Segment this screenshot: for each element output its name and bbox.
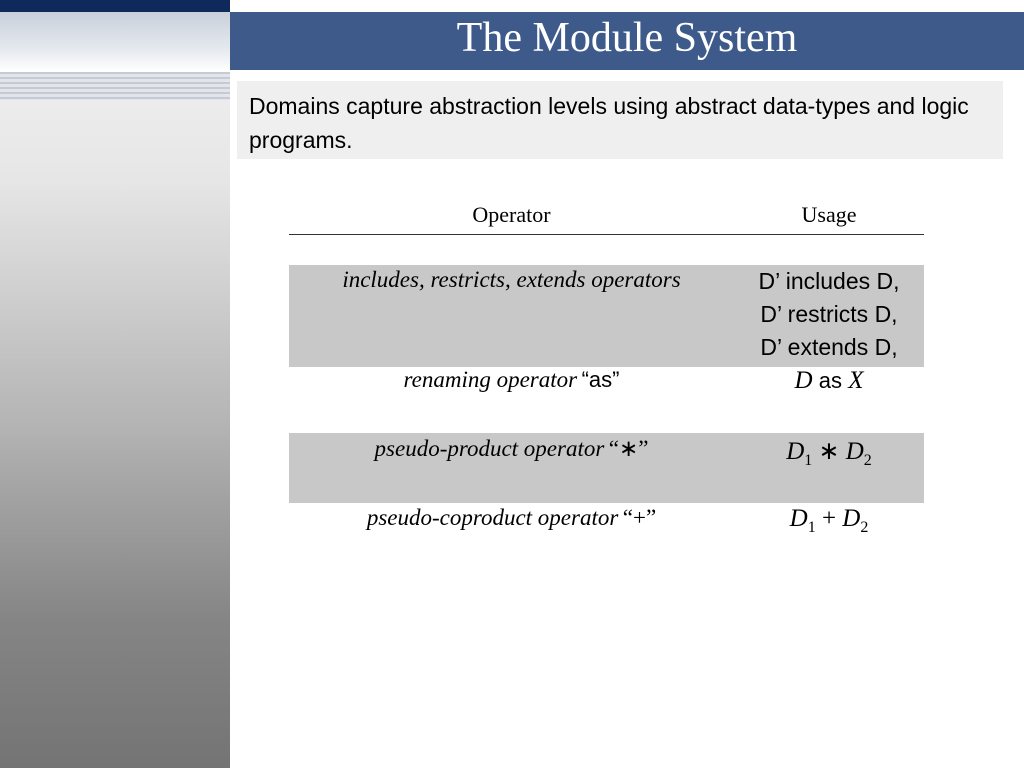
usage-cell [734, 265, 924, 367]
subtitle-box [237, 81, 1003, 159]
left-decorative-column [0, 0, 230, 768]
usage-expression [794, 367, 863, 394]
usage-line: D’ extends D, [760, 334, 898, 360]
operator-symbol: “as” [581, 367, 620, 392]
operator-name: renaming operator [403, 367, 578, 392]
operator-table [289, 196, 924, 541]
table-row [289, 265, 924, 367]
usage-left: D [786, 438, 805, 465]
table-row [289, 433, 924, 503]
operator-name: pseudo-product operator [374, 436, 605, 461]
slide-title: The Module System [456, 15, 798, 61]
title-bar [230, 12, 1024, 70]
operator-symbol: “+” [622, 505, 657, 530]
usage-mid: as [818, 368, 843, 393]
usage-line: D’ includes D, [758, 268, 900, 294]
operator-cell [289, 265, 734, 367]
operator-cell [289, 503, 734, 541]
usage-line: D’ restricts D, [760, 301, 898, 327]
table-row [289, 367, 924, 399]
usage-expression [789, 505, 869, 536]
usage-right-sub: 2 [863, 452, 872, 469]
operator-cell [289, 433, 734, 503]
usage-right: X [848, 367, 864, 394]
header-usage: Usage [801, 202, 857, 227]
usage-cell [734, 503, 924, 541]
usage-right: D [842, 505, 861, 532]
usage-expression [786, 438, 872, 469]
table-header-row [289, 196, 924, 235]
operator-name: includes, restricts, extends operators [342, 267, 681, 292]
operator-cell [289, 367, 734, 399]
usage-cell [734, 367, 924, 399]
usage-right: D [845, 438, 864, 465]
left-top-gradient-block [0, 12, 230, 72]
operator-symbol: “∗” [608, 436, 649, 461]
usage-left: D [789, 505, 808, 532]
usage-cell [734, 433, 924, 503]
table-row [289, 503, 924, 541]
subtitle-text: Domains capture abstraction levels using abstract data-types and logic programs. [249, 93, 969, 153]
usage-op: ∗ [818, 438, 840, 465]
table-spacer [289, 399, 924, 433]
usage-right-sub: 2 [860, 519, 869, 536]
usage-left-sub: 1 [807, 519, 816, 536]
usage-op: + [821, 505, 837, 532]
left-decorative-stripes [0, 72, 230, 100]
operator-name: pseudo-coproduct operator [366, 505, 619, 530]
usage-left-sub: 1 [804, 452, 813, 469]
table-spacer [289, 235, 924, 266]
usage-left: D [794, 367, 813, 394]
header-operator: Operator [472, 202, 551, 227]
left-top-navy-strip [0, 0, 230, 12]
